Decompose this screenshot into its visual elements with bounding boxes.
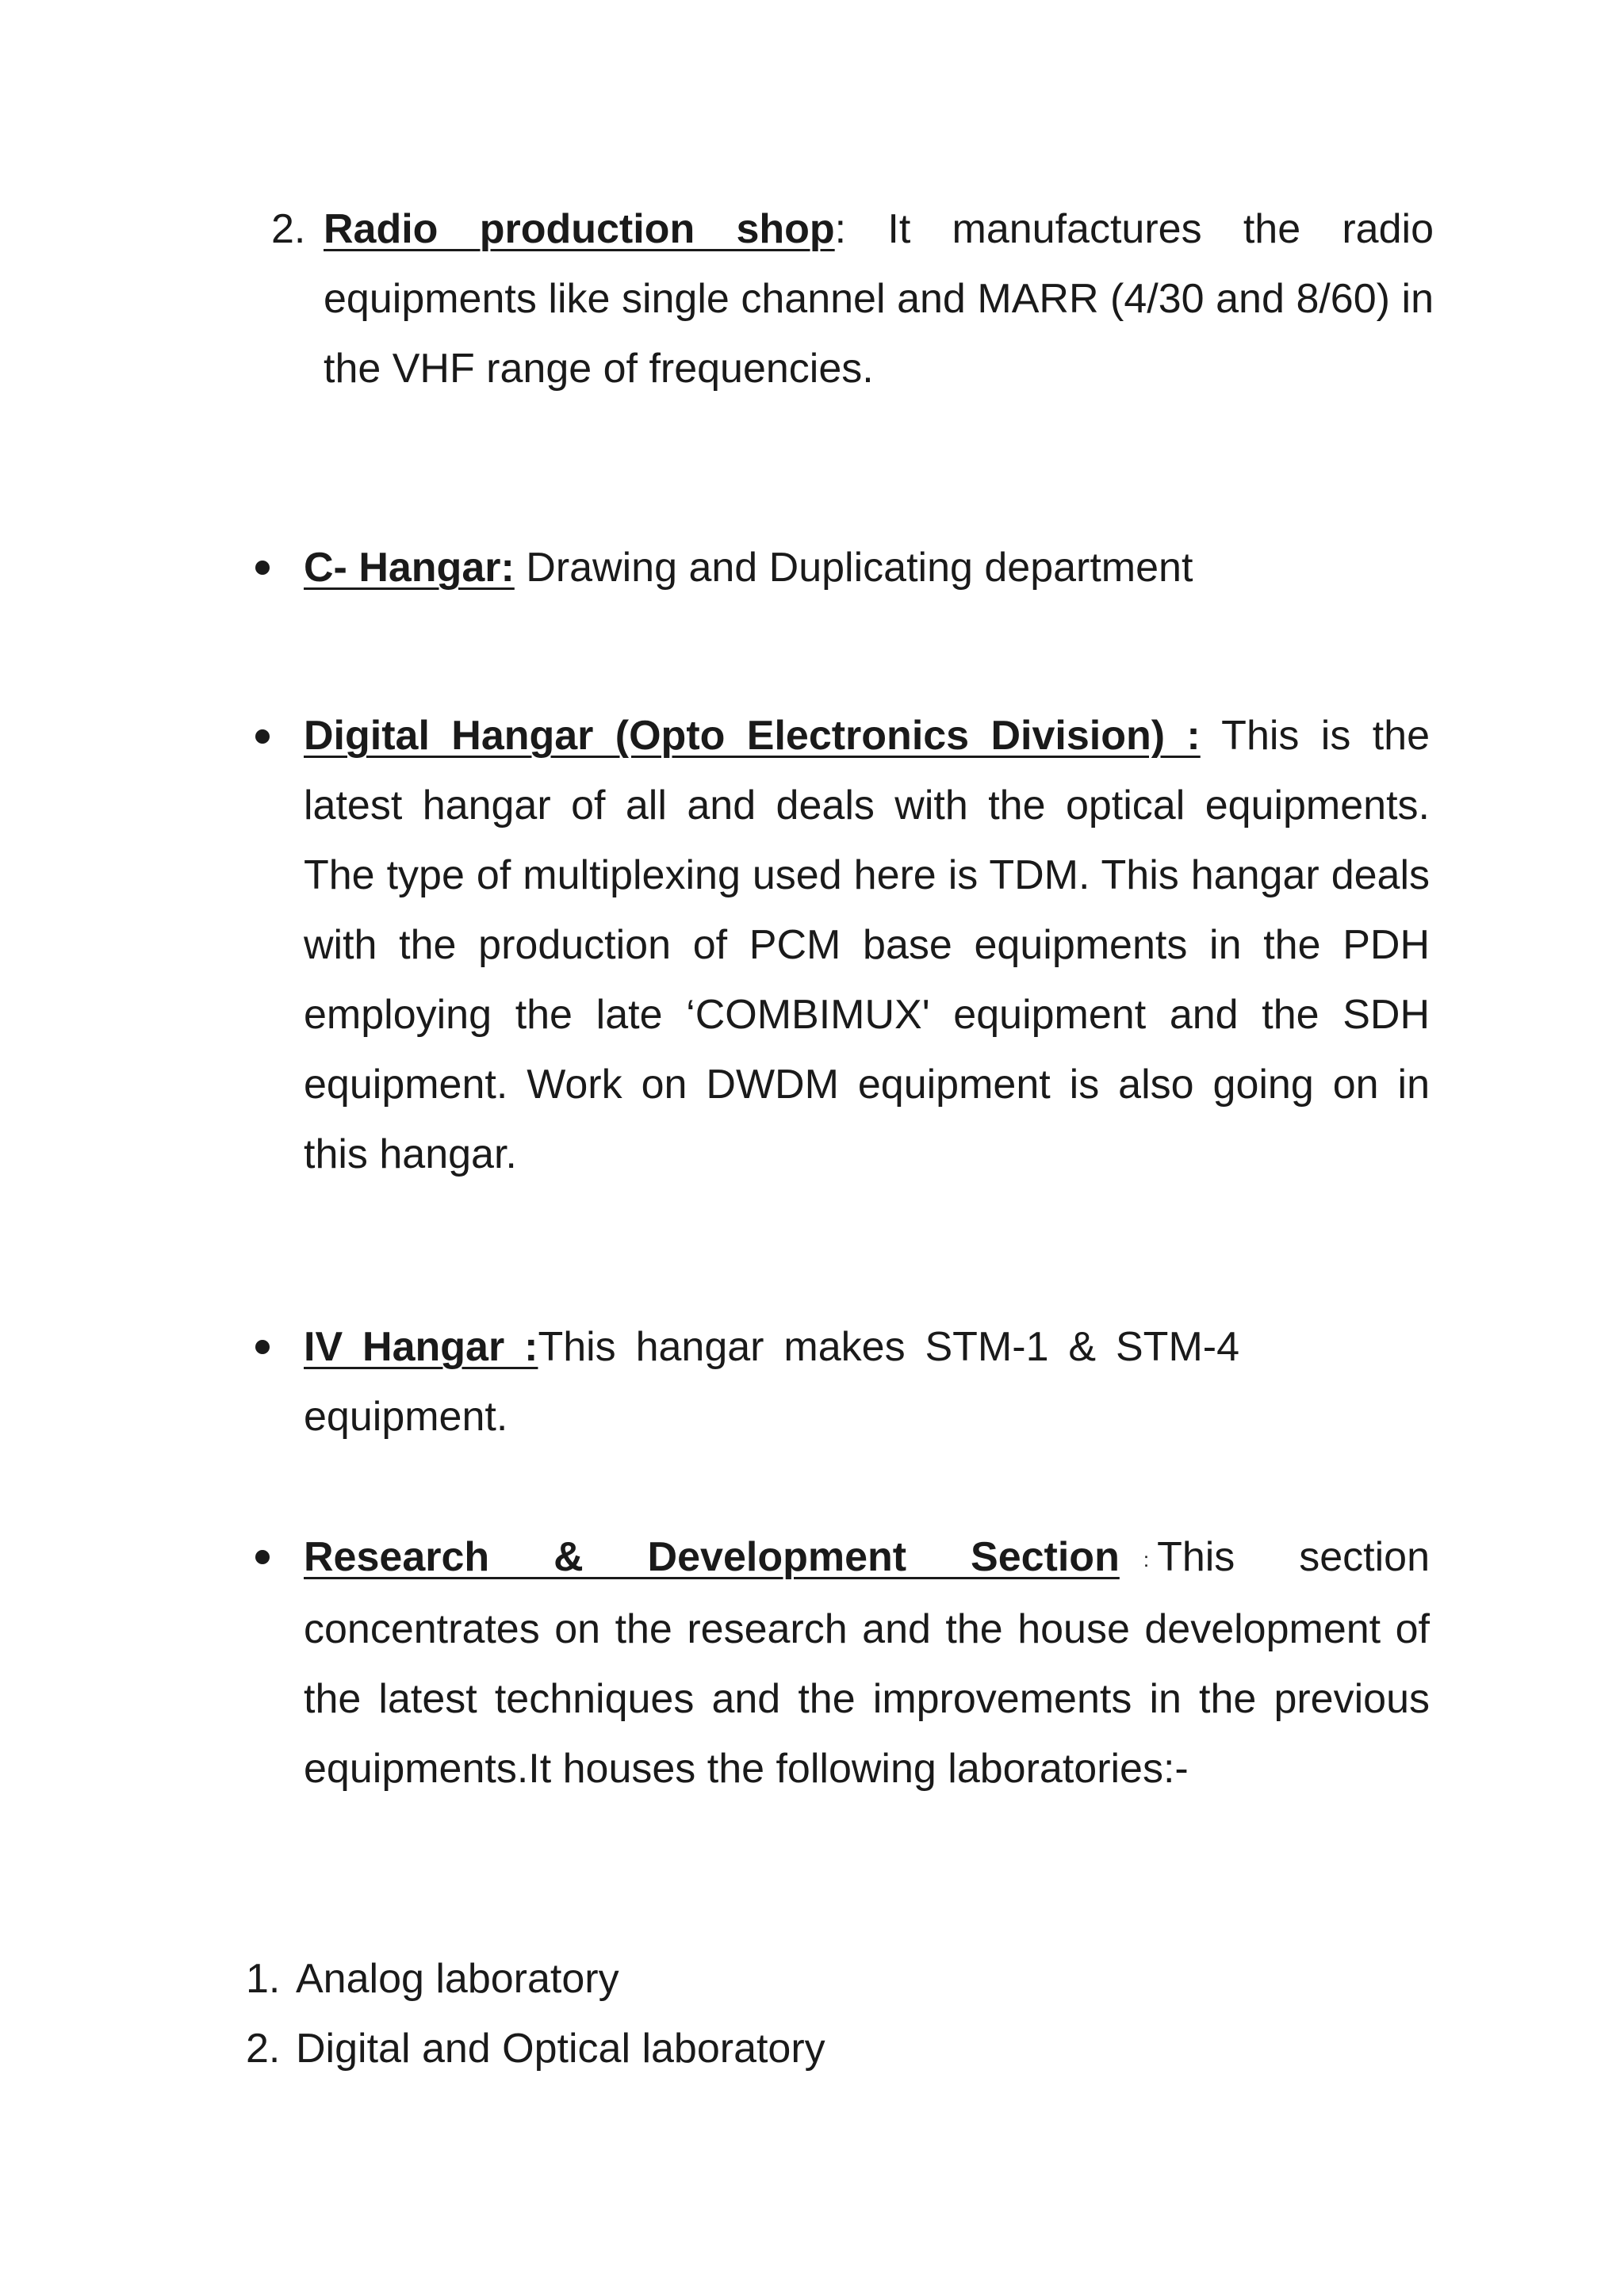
list-number: 2. <box>271 206 306 252</box>
term-colon: : <box>500 545 515 591</box>
section-description: It manufactures the radio equipments like single channel and MARR (4/30 and 8/60) in the VHF range of frequencies. <box>324 206 1434 392</box>
section-description: This is the latest hangar of all and deals with the optical equipments. The type of multiplexing used here is TDM. This hangar deals with the production of PCM base equipments in the PDH employing the late ‘COMBIMUX' equipment and the SDH equipment. Work on DWDM equipment is also going on in this hangar. <box>304 713 1430 1177</box>
section-description: This hangar makes STM-1 & STM-4 equipment. <box>304 1324 1239 1440</box>
section-term: IV Hangar : <box>304 1324 538 1370</box>
section-description: Drawing and Duplicating department <box>514 545 1193 591</box>
bullet-icon <box>255 729 270 744</box>
section-term: Radio production shop <box>324 206 835 252</box>
section-term: C- Hangar <box>304 545 501 591</box>
laboratory-item: Digital and Optical laboratory <box>296 2026 825 2072</box>
section-description: This section concentrates on the research and the house development of the latest techniques and the improvements in the previous equipments.It houses the following laboratories:- <box>304 1534 1430 1793</box>
term-colon: : <box>1143 1548 1150 1572</box>
bullet-icon <box>255 1340 270 1354</box>
section-term: Research & Development Section <box>304 1534 1120 1580</box>
section-term: Digital Hangar (Opto Electronics Division) : <box>304 713 1201 759</box>
list-number: 2. <box>246 2026 281 2072</box>
laboratory-item: Analog laboratory <box>296 1956 619 2002</box>
radio-production-shop-paragraph <box>324 194 1434 404</box>
bullet-icon <box>255 561 270 575</box>
c-hangar-paragraph <box>304 533 1438 603</box>
term-colon: : <box>834 206 847 252</box>
list-number: 1. <box>246 1956 281 2002</box>
iv-hangar-paragraph <box>304 1312 1239 1452</box>
digital-hangar-paragraph <box>304 701 1430 1189</box>
bullet-icon <box>255 1550 270 1564</box>
research-development-paragraph <box>304 1522 1430 1804</box>
